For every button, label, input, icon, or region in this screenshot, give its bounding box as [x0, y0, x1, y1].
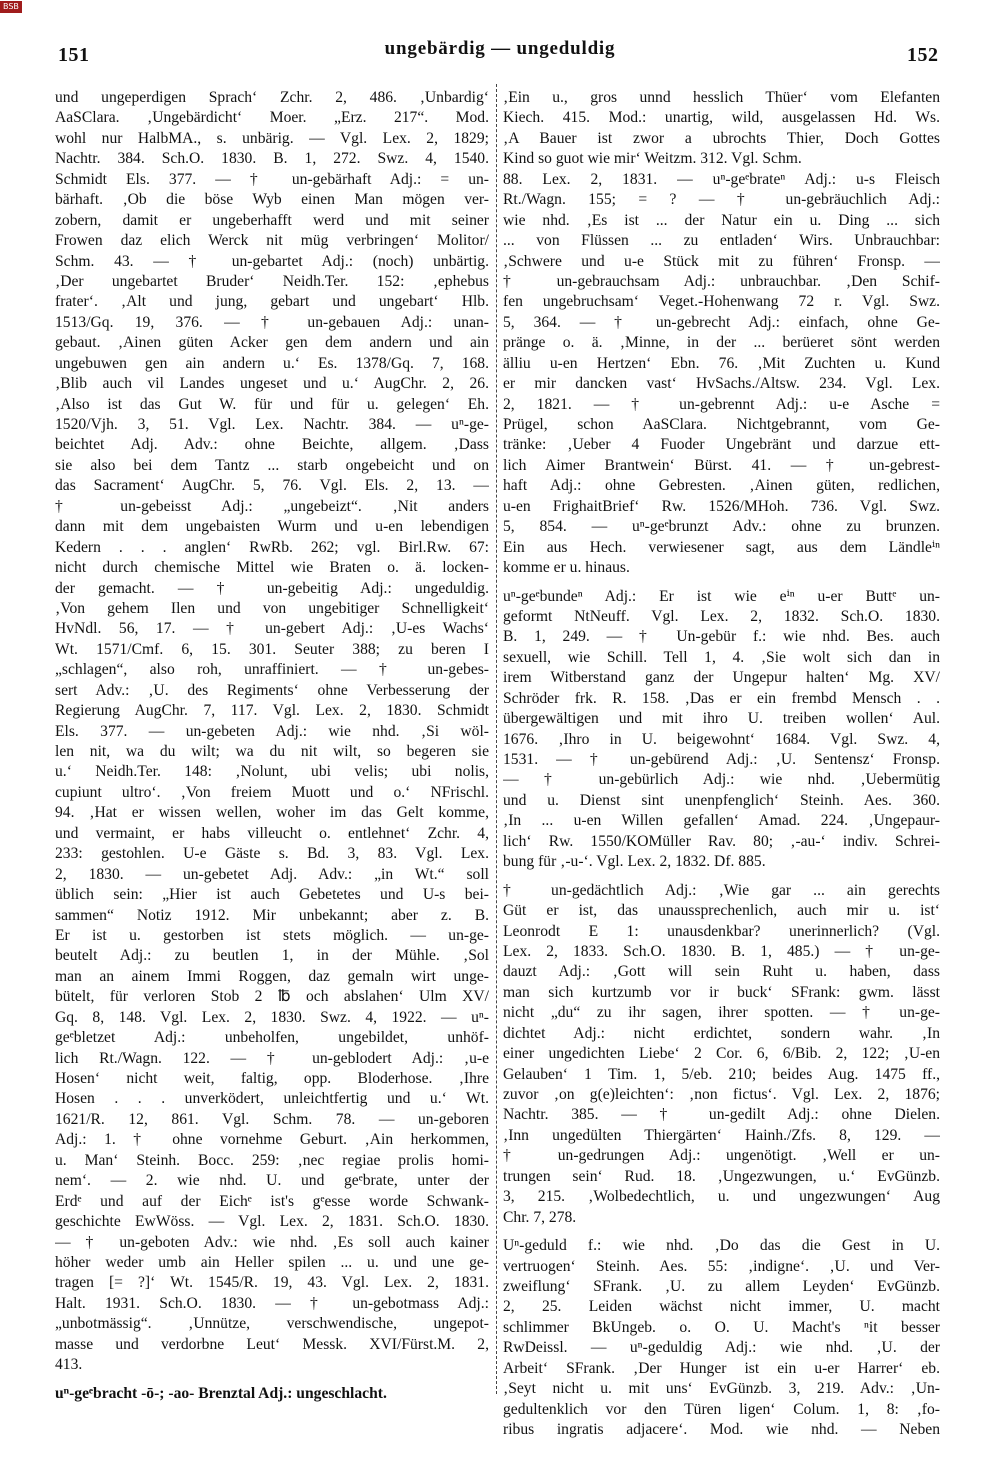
text-line: ‚Blib auch vil Landes ungeset und u.‘ AugChr. 2, 26.: [55, 375, 489, 393]
text-line: ‚A Bauer ist zwor a ubrochts Thier, Doch Gottes: [503, 129, 940, 147]
text-line: ‚Also ist das Gut W. für und für u. gelegen‘ Eh.: [55, 395, 489, 413]
text-line: u. Man‘ Steinh. Bocc. 259: ‚nec regiae prolis homi-: [55, 1151, 489, 1169]
text-line: beichtet Adj. Adv.: ohne Beichte, allgem. ‚Dass: [55, 436, 489, 454]
text-line: ‚Seyt nicht u. mit uns‘ EvGünzb. 3, 219. Adv.: ‚Un-: [503, 1380, 940, 1398]
text-line: gedultenklich vor den Türen ligen‘ Colum. 1, 8: ‚fo-: [503, 1400, 940, 1418]
text-line: „schlagen“, also roh, unraffiniert. — † un-gebes-: [55, 661, 489, 679]
text-line: Schmidt Els. 377. — † un-gebärhaft Adj.: = un-: [55, 170, 489, 188]
text-line: lich Rt./Wagn. 122. — † un-geblodert Adj.: ‚u-e: [55, 1049, 489, 1067]
text-line: geᵉbletzet Adj.: unbeholfen, ungebildet, unhöf-: [55, 1029, 489, 1047]
text-line: Erdᵉ und auf der Eichᵉ ist's gᵉesse worde Schwank-: [55, 1192, 489, 1210]
text-line: dichtet Adj.: nicht erdichtet, sondern wahr. ‚In: [503, 1024, 940, 1042]
text-line: AaSClara. ‚Ungebärdicht‘ Moer. „Erz. 217“. Mod.: [55, 109, 489, 127]
text-line: zuvor ‚on g(e)leichten‘: ‚non fictus‘. Vgl. Lex. 2, 1876;: [503, 1086, 940, 1103]
text-line: 2, 25. Leiden wächst nicht immer, U. macht: [503, 1298, 940, 1316]
text-line: nem‘. — 2. wie nhd. U. und geᵉbrate, unter der: [55, 1172, 489, 1190]
text-line: Kiech. 415. Mod.: unartig, wild, ausgelassen Hd. Ws.: [503, 109, 940, 127]
text-line: Gelauben‘ 1 Tim. 1, 5/eb. 210; beides Aug. 1475 ff.,: [503, 1065, 940, 1083]
text-line: lich‘ Rw. 1550/KOMüller Rav. 80; ‚-au-‘ indiv. Schrei-: [503, 832, 940, 850]
text-line: ‚Schwere und u-e Stück mit zu führen‘ Fronsp. —: [503, 252, 940, 270]
text-line: Regierung AugChr. 7, 117. Vgl. Lex. 2, 1830. Schmidt: [55, 702, 489, 720]
text-line: zweiflung‘ SFrank. ‚U. zu allem Leyden‘ EvGünzb.: [503, 1277, 940, 1295]
text-line: der gemacht. — † un-gebeitig Adj.: ungeduldig.: [55, 579, 489, 597]
text-line: er mir dancken vast‘ HvSachs./Altsw. 234. Vgl. Lex.: [503, 375, 940, 393]
text-line: bütelt, für verloren Stob 2 ℔ och abslahen‘ Ulm XV/: [55, 988, 489, 1006]
entry-heading-line: uⁿ-geᵉbracht -ō-; -ao- Brenztal Adj.: ungeschlacht.: [55, 1384, 387, 1402]
text-line: üblich sein: „Hier ist auch Gebetetes und U-s bei-: [55, 886, 489, 904]
text-line: man an ainem Immi Roggen, daz gemaln wirt unge-: [55, 967, 489, 985]
text-line: 1676. ‚Ihro in U. beigewohnt‘ 1684. Vgl. Swz. 4,: [503, 730, 940, 748]
text-line: älliu u-en Hertzen‘ Ebn. 76. ‚Mit Zuchten u. Kund: [503, 354, 940, 372]
text-line: † un-gedrungen Adj.: ungenötigt. ‚Well er un-: [503, 1147, 940, 1165]
text-line: 94. ‚Hat er wissen wellen, woher im das Gelt komme,: [55, 804, 489, 822]
text-line: 233: gestohlen. U-e Gäste s. Bd. 3, 83. Vgl. Lex.: [55, 845, 489, 863]
text-line: Schröder frk. R. 158. ‚Das er ein frembd Mensch . .: [503, 689, 940, 707]
text-line: 2, 1830. — un-gebetet Adj. Adv.: „in Wt.“ soll: [55, 865, 489, 883]
text-line: ribus ingratis adjacere‘. Mod. wie nhd. — Neben: [503, 1421, 940, 1438]
text-line: — † un-gebürlich Adj.: wie nhd. ‚Uebermütig: [503, 771, 940, 789]
text-line: ... von Flüssen ... zu entladen‘ Wirs. Unbrauchbar:: [503, 232, 940, 250]
text-line: Chr. 7, 278.: [503, 1208, 577, 1226]
text-line: beutelt Adj.: zu beutlen 1, in der Mühle. ‚Sol: [55, 947, 489, 965]
text-line: 1513/Gq. 19, 376. — † un-gebauen Adj.: unan-: [55, 313, 489, 331]
text-line: 5, 854. — uⁿ-geᵉbrunzt Adv.: ohne zu brunzen.: [503, 518, 940, 536]
text-line: wie nhd. ‚Es ist ... der Natur ein u. Ding ... sich: [503, 211, 940, 229]
text-line: geformt NtNeuff. Vgl. Lex. 2, 1832. Sch.O. 1830.: [503, 607, 940, 625]
text-line: Adj.: 1. † ohne vornehme Geburt. ‚Ain herkommen,: [55, 1131, 489, 1149]
left-column: [55, 88, 489, 1468]
text-line: Els. 377. — un-gebeten Adj.: wie nhd. ‚Si wöl-: [55, 722, 489, 740]
text-line: haft Adj.: ohne Gebresten. ‚Ainen güten, redlichen,: [503, 477, 940, 495]
text-line: trungen sein‘ Rud. 18. ‚Ungezwungen, u.‘ EvGünzb.: [503, 1167, 940, 1185]
text-line: und u. Dienst sint unenpfenglich‘ Steinh. Aes. 360.: [503, 791, 940, 809]
text-line: und ungeperdigen Sprach‘ Zchr. 2, 486. ‚Unbardig‘: [55, 89, 489, 106]
text-line: HvNdl. 56, 17. — † un-gebert Adj.: ‚U-es Wachs‘: [55, 620, 489, 638]
text-line: dauzt Adj.: ‚Gott will sein Ruht u. haben, dass: [503, 963, 940, 981]
text-line: lich Aimer Brantwein‘ Bürst. 41. — † un-gebrest-: [503, 456, 940, 474]
text-line: Arbeit‘ SFrank. ‚Der Hunger ist ein u-er Harrer‘ eb.: [503, 1359, 940, 1377]
text-line: frater‘. ‚Alt und jung, gebart und ungebart‘ Hlb.: [55, 293, 489, 311]
text-line: vertruogen‘ Steinh. Aes. 55: ‚indigne‘. ‚U. und Ver-: [503, 1257, 940, 1275]
text-line: Uⁿ-geduld f.: wie nhd. ‚Do das die Gest in U.: [503, 1237, 940, 1255]
text-line: sie also bei dem Tantz ... starb ongebeicht und on: [55, 456, 489, 474]
library-stamp: BSB: [0, 1, 22, 13]
text-line: u-en FrighaitBrief‘ Rw. 1526/MHoh. 736. Vgl. Swz.: [503, 497, 940, 515]
text-line: RwDeissl. — uⁿ-geduldig Adj.: wie nhd. ‚U. der: [503, 1339, 940, 1357]
text-line: ‚Der ungebartet Bruder‘ Neidh.Ter. 152: ‚ephebus: [55, 272, 489, 290]
text-line: geschichte EwWöss. — Vgl. Lex. 2, 1831. Sch.O. 1830.: [55, 1213, 489, 1231]
text-line: zobern, damit er ungeberhafft werd und mit seiner: [55, 211, 489, 229]
text-line: Er ist u. gestorben ist stets möglich. — un-ge-: [55, 926, 489, 944]
text-line: Halt. 1931. Sch.O. 1830. — † un-gebotmass Adj.:: [55, 1294, 489, 1312]
text-line: Hosen . . . unverködert, unleichtfertig und u.‘ Wt.: [55, 1090, 489, 1108]
page-number-right: 152: [907, 44, 939, 66]
text-line: schlimmer BkUngeb. o. O. U. Macht's ⁿit besser: [503, 1318, 940, 1336]
column-divider: [496, 84, 497, 1394]
text-line: einer ungedichten Liebe‘ 2 Cor. 6, 6/Bib. 2, 122; ‚U-en: [503, 1045, 940, 1063]
text-line: Ein aus Hech. verwiesener sagt, aus dem Ländleⁱⁿ: [503, 538, 940, 556]
text-line: cupiunt ultro‘. ‚Von freiem Muott und o.‘ NFrischl.: [55, 783, 489, 801]
text-line: man sich kurtzumb vor ir buck‘ SFrank: gwm. lässt: [503, 983, 940, 1001]
text-line: Schm. 43. — † un-gebartet Adj.: (noch) unbärtig.: [55, 252, 489, 270]
text-line: nicht „du“ zu ihr sagen, ihrer spotten. — † un-ge-: [503, 1004, 940, 1022]
text-line: masse und verdorbne Leut‘ Messk. XVI/Fürst.M. 2,: [55, 1335, 489, 1353]
text-line: Nachtr. 384. Sch.O. 1830. B. 1, 272. Swz. 4, 1540.: [55, 150, 489, 168]
text-line: 1531. — † un-gebürend Adj.: ‚U. Sentensz‘ Fronsp.: [503, 751, 940, 768]
text-line: bärhaft. ‚Ob die böse Wyb einen Man mögen ver-: [55, 191, 489, 209]
text-line: das Sacrament‘ AugChr. 5, 76. Vgl. Els. 2, 13. —: [55, 477, 489, 495]
text-line: Gq. 8, 148. Vgl. Lex. 2, 1830. Swz. 4, 1922. — uⁿ-: [55, 1008, 489, 1026]
text-line: ‚Von gehem Ilen und von ungebitiger Schnelligkeit‘: [55, 599, 489, 617]
text-line: B. 1, 249. — † Un-gebür f.: wie nhd. Bes. auch: [503, 628, 940, 646]
text-line: Lex. 2, 1833. Sch.O. 1830. B. 1, 485.) — † un-ge-: [503, 942, 940, 960]
text-line: 88. Lex. 2, 1831. — uⁿ-geᵉbrateⁿ Adj.: u-s Fleisch: [503, 170, 940, 188]
text-line: Nachtr. 385. — † un-gedilt Adj.: ohne Dielen.: [503, 1106, 940, 1124]
right-column: [503, 88, 940, 1468]
text-line: ‚Ein u., gros unnd hesslich Thüer‘ vom Elefanten: [503, 89, 940, 106]
text-line: fen ungebruchsam‘ Veget.-Hohenwang 72 r. Vgl. Swz.: [503, 293, 940, 311]
text-line: 1621/R. 12, 861. Vgl. Schm. 78. — un-geboren: [55, 1110, 489, 1128]
text-line: und vermaint, er habs villeucht o. entlehnet‘ Zchr. 4,: [55, 824, 489, 842]
text-line: 3, 215. ‚Wolbedechtlich, u. und ungezwungen‘ Aug: [503, 1188, 940, 1206]
text-line: bung für ‚-u-‘. Vgl. Lex. 2, 1832. Df. 885.: [503, 853, 766, 871]
text-line: Leonrodt E 1: unausdenkbar? unerinnerlich? (Vgl.: [503, 922, 940, 940]
text-line: ‚In ... u-en Willen gefallen‘ Amad. 224. ‚Ungepaur-: [503, 812, 940, 830]
text-line: nicht durch chemische Mittel wie Braten o. ä. locken-: [55, 559, 489, 577]
text-line: — † un-geboten Adv.: wie nhd. ‚Es soll auch kainer: [55, 1233, 489, 1251]
text-line: 2, 1821. — † un-gebrennt Adj.: u-e Asche =: [503, 395, 940, 413]
text-line: sammen“ Notiz 1912. Mir unbekannt; aber z. B.: [55, 906, 489, 924]
text-line: Rt./Wagn. 155; = ? — † un-gebräuchlich Adj.:: [503, 191, 940, 209]
text-line: höher weder umb ain Heller spilen ... u. und une ge-: [55, 1253, 489, 1271]
text-line: Kind so guot wie mir‘ Weitzm. 312. Vgl. Schm.: [503, 150, 802, 168]
text-line: Frowen daz elich Werck nit müg verbringen‘ Molitor/: [55, 232, 489, 250]
text-line: übergewältigen und mit ihro U. treiben wollen‘ Aul.: [503, 710, 940, 728]
text-line: ungebuwen gen ain andern u.‘ Es. 1378/Gq. 7, 168.: [55, 354, 489, 372]
text-line: dann mit dem ungebaisten Wurm und u-en lebendigen: [55, 518, 489, 536]
text-line: † un-gebrauchsam Adj.: unbrauchbar. ‚Den Schif-: [503, 272, 940, 290]
text-line: „unbotmässig“. ‚Unnütze, verschwendische, ungepot-: [55, 1315, 489, 1333]
text-line: Hosen‘ nicht weit, faltig, opp. Bloderhose. ‚Ihre: [55, 1070, 489, 1087]
text-line: sexuell, wie Schill. Tell 1, 4. ‚Sie wolt sich dan in: [503, 648, 940, 666]
text-line: len nit, wa du wilt; wa du nit wilt, so begeren sie: [55, 743, 489, 760]
text-line: Güt er ist, das unaussprechenlich, auch mir u. ist‘: [503, 902, 940, 920]
text-line: wohl nur HalbMA., s. unbärig. — Vgl. Lex. 2, 1829;: [55, 129, 489, 147]
running-head: ungebärdig — ungeduldig: [384, 38, 616, 59]
text-line: 5, 364. — † un-gebrecht Adj.: einfach, ohne Ge-: [503, 313, 940, 331]
text-line: komme er u. hinaus.: [503, 559, 630, 577]
text-line: 413.: [55, 1356, 83, 1374]
text-line: uⁿ-geᵉbundeⁿ Adj.: Er ist wie eⁱⁿ u-er Buttᵉ un-: [503, 587, 940, 605]
text-line: tränke: ‚Ueber 4 Fuoder Ungebränt und darzue ett-: [503, 436, 940, 454]
text-line: irem Witberstand ganz der Ungepur halten‘ Mg. XV/: [503, 669, 940, 687]
text-line: pränge o. ä. ‚Minne, in der ... berüeret sönt werden: [503, 334, 940, 352]
text-line: † un-gedächtlich Adj.: ‚Wie gar ... ain gerechts: [503, 881, 940, 899]
text-line: † un-gebeisst Adj.: „ungebeizt“. ‚Nit anders: [55, 497, 489, 515]
text-line: Prügel, schon AaSClara. Nichtgebrannt, vom Ge-: [503, 416, 940, 433]
text-line: Wt. 1571/Cmf. 6, 15. 301. Seuter 388; zu beren I: [55, 640, 489, 658]
text-line: gebaut. ‚Ainen güten Acker gen dem andern und ain: [55, 334, 489, 352]
text-line: 1520/Vjh. 3, 51. Vgl. Lex. Nachtr. 384. — uⁿ-ge-: [55, 416, 489, 433]
page-number-left: 151: [58, 44, 90, 66]
text-line: ‚Inn ungedülten Thiergärten‘ Hainh./Zfs. 8, 129. —: [503, 1126, 940, 1144]
text-line: tragen [= ?]‘ Wt. 1545/R. 19, 43. Vgl. Lex. 2, 1831.: [55, 1274, 489, 1292]
text-line: u.‘ Neidh.Ter. 148: ‚Nolunt, ubi velis; ubi nolis,: [55, 763, 489, 781]
text-line: Kedern . . . anglen‘ RwRb. 262; vgl. Birl.Rw. 67:: [55, 538, 489, 556]
text-line: sert Adv.: ‚U. des Regiments‘ ohne Verbesserung der: [55, 681, 489, 699]
